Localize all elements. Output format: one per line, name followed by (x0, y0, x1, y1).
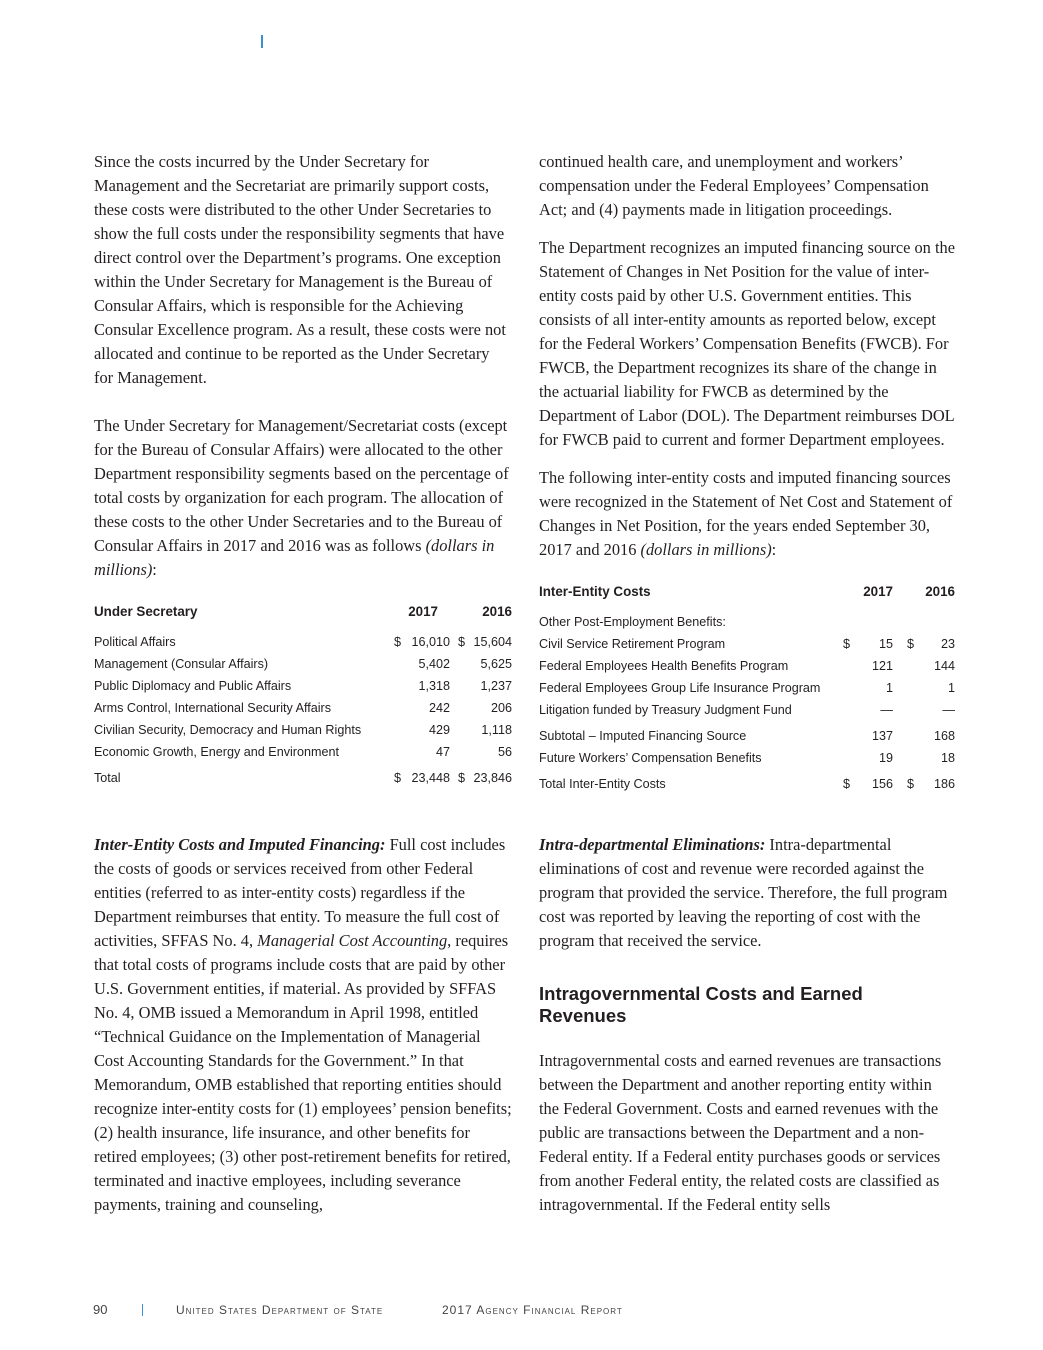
row-label: Economic Growth, Energy and Environment (94, 745, 339, 759)
currency: $ (907, 777, 915, 791)
value-2016: 1,237 (480, 679, 512, 693)
row-label: Civilian Security, Democracy and Human Rights (94, 723, 362, 737)
row-label: Litigation funded by Treasury Judgment Fund (539, 703, 792, 717)
value-2016: 15,604 (473, 635, 512, 649)
currency: $ (843, 637, 851, 651)
row-label: Federal Employees Health Benefits Program (539, 659, 789, 673)
currency: $ (394, 635, 402, 649)
table-header-label: Under Secretary (94, 604, 198, 619)
right-paragraph-5: Intragovernmental costs and earned revenues are transactions between the Department and another reporting entity within the Federal Government. Costs and earned revenues with the public are transactions between the Department and a non-Federal entity. If a Federal entity purchases goods or services from another Federal entity, the related costs are classified as intragovernmental. If the Federal entity sells (539, 1051, 942, 1214)
right-paragraph-3-end: : (771, 540, 777, 559)
currency: $ (843, 777, 851, 791)
inter-entity-costs-table (539, 584, 955, 795)
total-2017: 156 (871, 777, 893, 791)
subtotal-2017: 137 (871, 729, 893, 743)
value-2016: 1 (947, 681, 955, 695)
left-paragraph-1: Since the costs incurred by the Under Secretary for Management and the Secretariat are primarily support costs, these costs were distributed to the other Under Secretaries to show the full costs under the responsibility segments that have direct control over the Department’s programs. One exception within the Under Secretary for Management is the Bureau of Consular Affairs, which is responsible for the Achieving Consular Excellence program. As a result, these costs were not allocated and continue to be reported as the Under Secretary for Management. (94, 152, 506, 387)
currency: $ (907, 637, 915, 651)
value-2016: 206 (490, 701, 512, 715)
currency: $ (394, 771, 402, 785)
value-2017: 47 (435, 745, 450, 759)
table-header-row (539, 584, 955, 611)
right-column (539, 150, 955, 1231)
left-paragraph-3 (94, 833, 512, 1217)
table-subtotal-row (539, 721, 955, 747)
left-paragraph-2-units: (dollars in millions) (94, 536, 495, 579)
currency: $ (458, 771, 466, 785)
value-2017: 121 (871, 659, 893, 673)
section-heading: Intragovernmental Costs and Earned Revenues (539, 983, 863, 1026)
value-2016: 1,118 (481, 723, 512, 737)
subtotal-2016: 168 (933, 729, 955, 743)
value-2016: — (942, 703, 955, 717)
value-2016: 18 (940, 751, 955, 765)
inter-entity-runin-heading: Inter-Entity Costs and Imputed Financing: (94, 835, 386, 854)
total-2016: 186 (933, 777, 955, 791)
left-paragraph-2 (94, 414, 512, 582)
page-number: 90 (93, 1302, 108, 1317)
right-paragraph-3-units: (dollars in millions) (640, 540, 772, 559)
post-employment-subheading: Other Post-Employment Benefits: (539, 615, 726, 629)
value-2017: 429 (428, 723, 450, 737)
table-row (94, 719, 512, 741)
header-accent-bar (261, 35, 263, 48)
row-label: Public Diplomacy and Public Affairs (94, 679, 292, 693)
intra-departmental-runin-heading: Intra-departmental Eliminations: (539, 835, 766, 854)
table-row (94, 675, 512, 697)
row-label: Civil Service Retirement Program (539, 637, 726, 651)
value-2016: 23 (940, 637, 955, 651)
table-row (94, 631, 512, 653)
left-paragraph-2-end: : (152, 560, 157, 579)
table-header-2016: 2016 (925, 584, 955, 599)
table-total-row (94, 763, 512, 789)
right-paragraph-1: continued health care, and unemployment and workers’ compensation under the Federal Employees’ Compensation Act; and (4) payments made in litigation proceedings. (539, 152, 929, 219)
left-paragraph-2-text: The Under Secretary for Management/Secretariat costs (except for the Bureau of Consular Affairs) were allocated to the other Department responsibility segments based on the percentage of total costs by organization for each program. The allocation of these costs to the other Under Secretaries and to the Bureau of Consular Affairs in 2017 and 2016 was as follows (94, 416, 509, 555)
table-row (539, 747, 955, 769)
table-row (539, 677, 955, 699)
value-2017: 16,010 (411, 635, 450, 649)
value-2016: 5,625 (480, 657, 512, 671)
value-2017: 5,402 (418, 657, 450, 671)
value-2017: 1 (885, 681, 893, 695)
value-2017: 15 (878, 637, 893, 651)
left-column (94, 150, 512, 1231)
value-2017: — (880, 703, 893, 717)
row-label: Arms Control, International Security Affairs (94, 701, 332, 715)
value-2017: 19 (878, 751, 893, 765)
table-header-2016: 2016 (482, 604, 512, 619)
right-paragraph-3-text: The following inter-entity costs and imputed financing sources were recognized in the Statement of Net Cost and Statement of Changes in Net Position, for the years ended September 30, 2017 and 2016 (539, 468, 953, 559)
row-label: Management (Consular Affairs) (94, 657, 269, 671)
table-subheading-row (539, 611, 955, 633)
table-header-label: Inter-Entity Costs (539, 584, 651, 599)
value-2016: 144 (933, 659, 955, 673)
total-label: Total (94, 771, 121, 785)
total-2016: 23,846 (473, 771, 512, 785)
total-2017: 23,448 (411, 771, 450, 785)
value-2016: 56 (497, 745, 512, 759)
table-header-row (94, 604, 512, 631)
right-paragraph-2: The Department recognizes an imputed financing source on the Statement of Changes in Net Position for the value of inter-entity costs paid by other U.S. Government entities. This consists of all inter-entity amounts as reported below, except for the Federal Workers’ Compensation Benefits (FWCB). For FWCB, the Department recognizes its share of the change in the actuarial liability for FWCB as determined by the Department of Labor (DOL). The Department reimburses DOL for FWCB paid to current and former Department employees. (539, 238, 955, 449)
left-paragraph-3-text-b: , requires that total costs of programs include costs that are paid by other U.S. Government entities, if material. As provided by SFFAS No. 4, OMB issued a Memorandum in April 1998, entitled “Technical Guidance on the Implementation of Managerial Cost Accounting Standards for the Government.” In that Memorandum, OMB established that reporting entities should recognize inter-entity costs for (1) employees’ pension benefits; (2) health insurance, life insurance, and other benefits for retired employees; (3) other post-retirement benefits for retired, terminated and inactive employees, including severance payments, training and counseling, (94, 931, 512, 1214)
subtotal-label: Subtotal – Imputed Financing Source (539, 729, 747, 743)
table-total-row (539, 769, 955, 795)
footer-department-title: United States Department of State (176, 1303, 384, 1317)
footer-report-title: 2017 Agency Financial Report (442, 1303, 623, 1317)
row-label: Federal Employees Group Life Insurance Program (539, 681, 821, 695)
right-paragraph-4-text: Intra-departmental eliminations of cost and revenue were recorded against the program that provided the service. Therefore, the full program cost was reported by leaving the reporting of cost with the program that received the service. (539, 835, 948, 950)
table-row (94, 653, 512, 675)
left-paragraph-3-text-a: Full cost includes the costs of goods or services received from other Federal entities (referred to as inter-entity costs) regardless if the Department reimburses that entity. To measure the full cost of activities, SFFAS No. 4, (94, 835, 506, 950)
total-label: Total Inter-Entity Costs (539, 777, 666, 791)
value-2017: 1,318 (418, 679, 450, 693)
table-row (94, 697, 512, 719)
currency: $ (458, 635, 466, 649)
under-secretary-table (94, 604, 512, 789)
table-row (539, 655, 955, 677)
footer-divider (142, 1304, 143, 1316)
value-2017: 242 (428, 701, 450, 715)
left-paragraph-3-emphasis: Managerial Cost Accounting (257, 931, 448, 950)
row-label: Political Affairs (94, 635, 176, 649)
table-header-2017: 2017 (408, 604, 438, 619)
table-row (94, 741, 512, 763)
right-paragraph-4 (539, 833, 955, 953)
table-header-2017: 2017 (863, 584, 893, 599)
table-row (539, 699, 955, 721)
row-label: Future Workers’ Compensation Benefits (539, 751, 762, 765)
right-paragraph-3 (539, 466, 955, 562)
table-row (539, 633, 955, 655)
